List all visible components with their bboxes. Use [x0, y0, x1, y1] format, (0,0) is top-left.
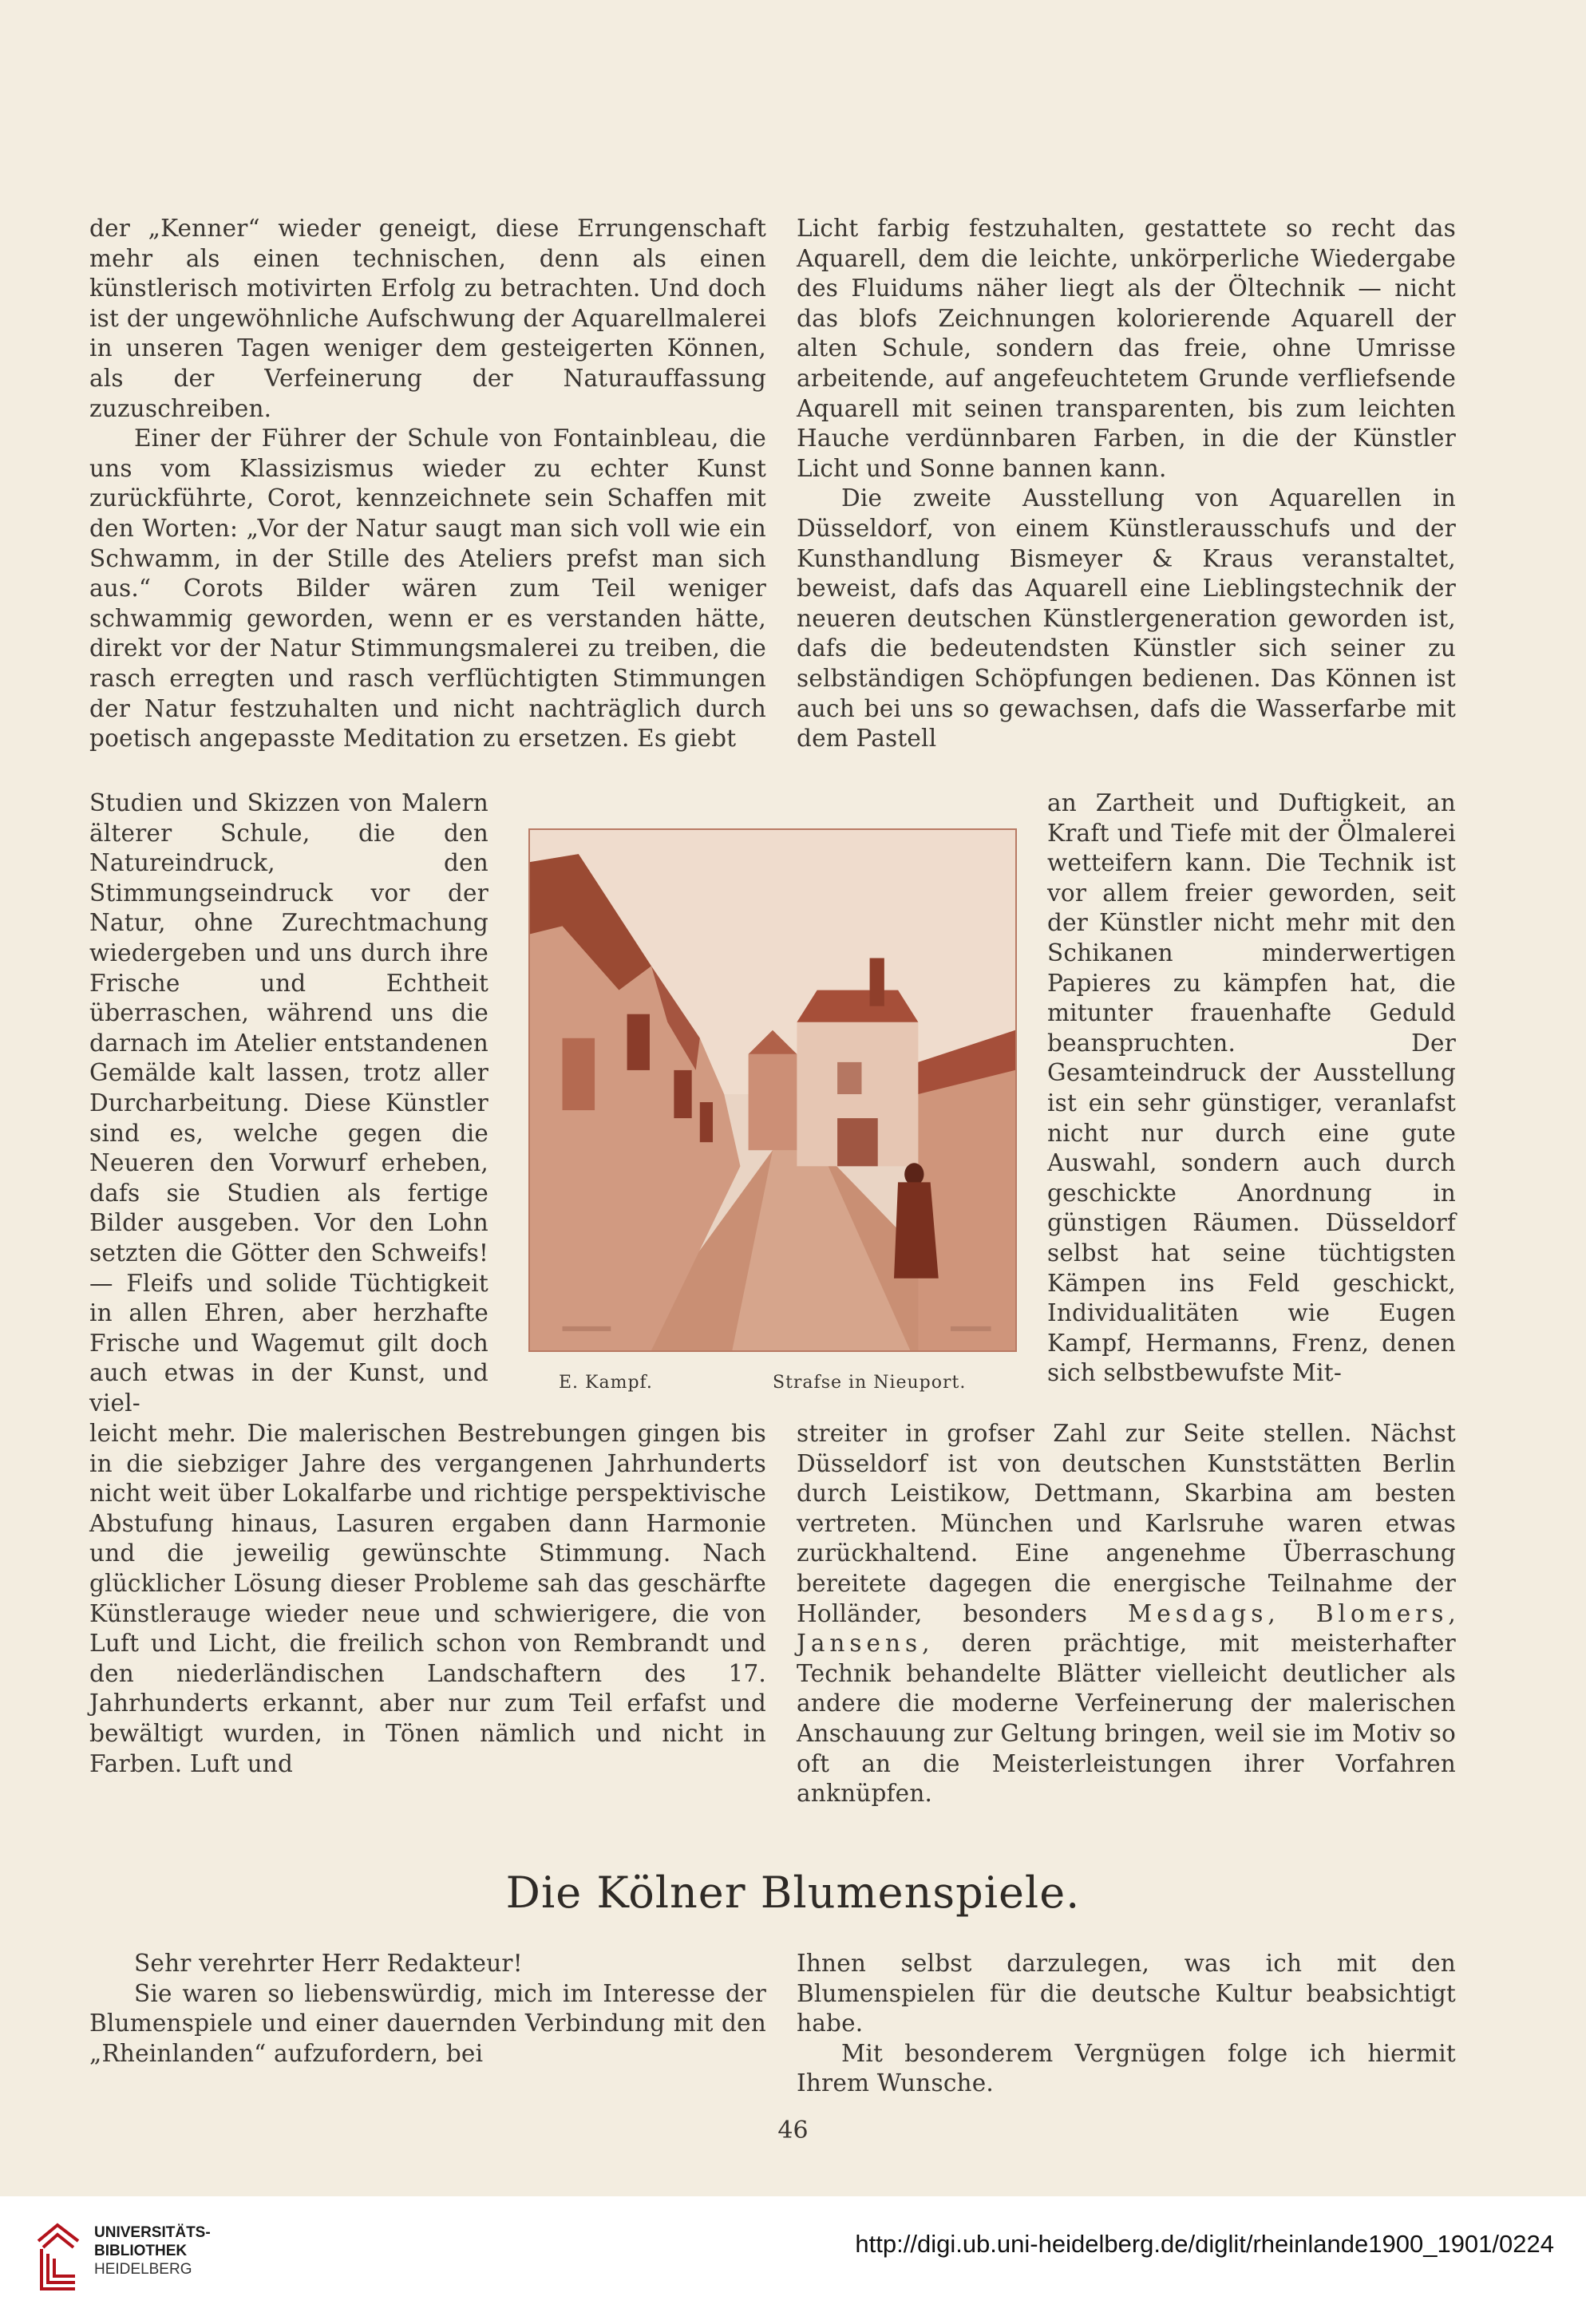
- paragraph: leicht mehr. Die malerischen Bestrebungen gingen bis in die siebziger Jahre des vergangenen Jahrhunderts nicht weit über Lokalfarbe und richtige perspektivische Abstufung hinaus, Lasuren ergaben dann Harmonie und die jeweilig gewünschte Stimmung. Nach glücklicher Lösung dieser Probleme sah das geschärfte Künstlerauge wieder neue und schwierigere, die von Luft und Licht, die freilich schon von Rembrandt und den niederländischen Landschaftern des 17. Jahrhunderts erkannt, aber nur zum Teil erfafst und bewältigt wurden, in Tönen nämlich und nicht in Farben. Luft und: [89, 1420, 766, 1777]
- text-run: ,: [1448, 1599, 1456, 1627]
- paragraph: Mit besonderem Vergnügen folge ich hiermit Ihrem Wunsche.: [797, 2039, 1456, 2097]
- paragraph: an Zartheit und Duftigkeit, an Kraft und Tiefe mit der Ölmalerei wetteifern kann. Die Technik ist vor allem freier geworden, seit der Künstler nicht mehr mit den Schikanen minderwertigen Papieres zu kämpfen hat, die mitunter frauenhafte Geduld beanspruchten. Der Gesamteindruck der Ausstellung ist ein sehr günstiger, veranlafst nicht nur durch eine gute Auswahl, sondern auch durch geschickte Anordnung in günstigen Räumen. Düsseldorf selbst hat seine tüchtigsten Kämpen ins Feld geschickt, Individualitäten wie Eugen Kampf, Hermanns, Frenz, denen sich selbstbewufste Mit-: [1047, 789, 1456, 1387]
- paragraph: [797, 1419, 1456, 1809]
- left-column-bottom: [89, 1419, 766, 1779]
- painting-image: [530, 830, 1015, 1350]
- paragraph: der „Kenner“ wieder geneigt, diese Errungenschaft mehr als einen technischen, denn als einen künstlerisch motivirten Erfolg zu betrachten. Und doch ist der ungewöhnliche Aufschwung der Aquarellmalerei in unseren Tagen weniger dem gesteigerten Können, als der Verfeinerung der Naturauffassung zuzuschreiben.: [89, 215, 766, 422]
- spaced-name: Jansens: [797, 1630, 923, 1658]
- right-column-bottom: [797, 1419, 1456, 1809]
- institution-name: [94, 2223, 211, 2279]
- institution-line: UNIVERSITÄTS-: [94, 2224, 211, 2241]
- library-footer: [0, 2196, 1586, 2324]
- right-column-wrap: [1047, 788, 1456, 1389]
- institution-line: HEIDELBERG: [94, 2261, 192, 2278]
- paragraph: Sie waren so liebenswürdig, mich im Interesse der Blumenspiele und einer dauernden Verbindung mit den „Rheinlanden“ aufzufordern, bei: [89, 1979, 766, 2067]
- paragraph: Einer der Führer der Schule von Fontainbleau, die uns vom Klassizismus wieder zu echter Kunst zurückführte, Corot, kennzeichnete sein Schaffen mit den Worten: „Vor der Natur saugt man sich voll wie ein Schwamm, in der Stille des Ateliers prefst man sich aus.“ Corots Bilder wären zum Teil weniger schwammig geworden, wenn er es verstanden hätte, direkt vor der Natur Stimmungsmalerei zu treiben, die rasch erregten und rasch verflüchtigten Stimmungen der Natur festzuhalten und nicht nachträglich durch poetisch angepasste Meditation zu ersetzen. Es giebt: [89, 425, 766, 753]
- letter-right-column: [797, 1949, 1456, 2099]
- library-logo-icon: [30, 2217, 86, 2297]
- paragraph: Licht farbig festzuhalten, gestattete so recht das Aquarell, dem die leichte, unkörperliche Wiedergabe des Fluidums näher liegt als der Öltechnik — nicht das blofs Zeichnungen kolorierende Aquarell der alten Schule, sondern das freie, ohne Umrisse arbeitende, auf angefeuchtetem Grunde verfliefsende Aquarell mit seinen transparenten, bis zum leichten Hauche verdünnbaren Farben, in die der Künstler Licht und Sonne bannen kann.: [797, 215, 1456, 482]
- paragraph: Ihnen selbst darzulegen, was ich mit den Blumenspielen für die deutsche Kultur beabsichtigt habe.: [797, 1950, 1456, 2037]
- permalink-url[interactable]: http://digi.ub.uni-heidelberg.de/diglit/rheinlande1900_1901/0224: [855, 2230, 1554, 2258]
- caption-artist: E. Kampf.: [559, 1373, 653, 1393]
- text-run: streiter in grofser Zahl zur Seite stellen. Nächst Düsseldorf ist von deutschen Kunststätten Berlin durch Leistikow, Dettmann, Skarbina am besten vertreten. München und Karlsruhe waren etwas zurückhaltend. Eine angenehme Überraschung bereitete dagegen die energische Teilnahme der Holländer, besonders: [797, 1420, 1456, 1627]
- illustration-street-in-nieuport: [528, 828, 1017, 1352]
- paragraph: Sehr verehrter Herr Redakteur!: [134, 1950, 523, 1977]
- spaced-name: Mesdags: [1128, 1599, 1268, 1627]
- section-heading: Die Kölner Blumenspiele.: [505, 1868, 1081, 1918]
- paragraph: Die zweite Ausstellung von Aquarellen in Düsseldorf, von einem Künstlerausschufs und der Kunsthandlung Bismeyer & Kraus veranstaltet, beweist, dafs das Aquarell eine Lieblingstechnik der neueren deutschen Künstlergeneration geworden ist, dafs die bedeutendsten Künstler sich seiner zu selbständigen Schöpfungen bedienen. Das Können ist auch bei uns so gewachsen, dafs die Wasserfarbe mit dem Pastell: [797, 484, 1456, 753]
- letter-left-column: [89, 1949, 766, 2069]
- caption-title: Strafse in Nieuport.: [773, 1373, 967, 1393]
- left-column-wrap: [89, 788, 488, 1418]
- institution-line: BIBLIOTHEK: [94, 2243, 188, 2259]
- text-run: ,: [1268, 1599, 1316, 1627]
- spaced-name: Blomers: [1315, 1599, 1449, 1627]
- text-run: , deren prächtige, mit meisterhafter Technik behandelte Blätter vielleicht deutlicher als andere die moderne Verfeinerung der malerischen Anschauung zur Geltung bringen, weil sie im Motiv so oft an die Meisterleistungen ihrer Vorfahren anknüpfen.: [797, 1630, 1456, 1808]
- paragraph: Studien und Skizzen von Malern älterer Schule, die den Natureindruck, den Stimmungseindruck vor der Natur, ohne Zurechtmachung wiedergeben und uns durch ihre Frische und Echtheit überraschen, während uns die darnach im Atelier entstandenen Gemälde kalt lassen, trotz aller Durcharbeitung. Diese Künstler sind es, welche gegen die Neueren den Vorwurf erheben, dafs sie Studien als fertige Bilder ausgeben. Vor den Lohn setzten die Götter den Schweifs! — Fleifs und solide Tüchtigkeit in allen Ehren, aber herzhafte Frische und Wagemut gilt doch auch etwas in der Kunst, und viel-: [89, 789, 488, 1417]
- right-column-top: [797, 214, 1456, 754]
- page-number: 46: [777, 2116, 809, 2144]
- left-column-top: [89, 214, 766, 754]
